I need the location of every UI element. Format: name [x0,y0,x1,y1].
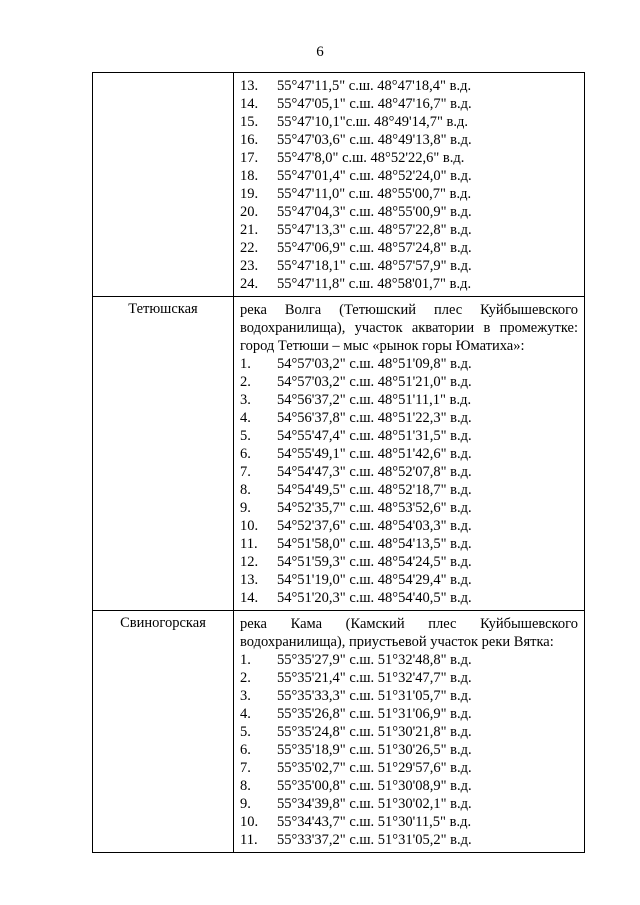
coordinate-point [240,167,578,185]
point-number: 3. [240,392,251,408]
point-number: 7. [240,464,251,480]
point-coordinates: 55°35'02,7" с.ш. 51°29'57,6" в.д. [277,760,472,776]
point-coordinates: 55°34'43,7" с.ш. 51°30'11,5" в.д. [277,814,472,830]
point-number: 6. [240,446,251,462]
point-number: 10. [240,518,259,534]
point-coordinates: 55°35'24,8" с.ш. 51°30'21,8" в.д. [277,724,472,740]
point-coordinates: 55°47'03,6" с.ш. 48°49'13,8" в.д. [277,132,472,148]
point-coordinates: 55°47'11,8" с.ш. 48°58'01,7" в.д. [277,276,472,292]
point-coordinates: 55°35'00,8" с.ш. 51°30'08,9" в.д. [277,778,472,794]
point-number: 2. [240,670,251,686]
point-coordinates: 55°35'26,8" с.ш. 51°31'06,9" в.д. [277,706,472,722]
coordinate-point [240,77,578,95]
point-coordinates: 54°52'37,6" с.ш. 48°54'03,3" в.д. [277,518,472,534]
coordinate-point [240,813,578,831]
coordinate-point [240,355,578,373]
area-name: Тетюшская [128,301,198,317]
point-coordinates: 55°47'8,0" с.ш. 48°52'22,6" в.д. [277,150,465,166]
coordinate-point [240,427,578,445]
point-coordinates: 55°47'04,3" с.ш. 48°55'00,9" в.д. [277,204,472,220]
point-number: 1. [240,356,251,372]
area-name: Свиногорская [120,615,206,631]
point-number: 17. [240,150,259,166]
description-line: город Тетюши – мыс «рынок горы Юматиха»: [240,338,525,354]
coordinate-point [240,481,578,499]
point-number: 16. [240,132,259,148]
point-coordinates: 55°33'37,2" с.ш. 51°31'05,2" в.д. [277,832,472,848]
point-coordinates: 54°57'03,2" с.ш. 48°51'21,0" в.д. [277,374,472,390]
coordinate-point [240,463,578,481]
point-number: 4. [240,410,251,426]
coordinate-point [240,705,578,723]
point-coordinates: 55°35'27,9" с.ш. 51°32'48,8" в.д. [277,652,472,668]
point-number: 13. [240,572,259,588]
coordinate-point [240,239,578,257]
point-coordinates: 55°47'11,0" с.ш. 48°55'00,7" в.д. [277,186,472,202]
area-name-cell [93,297,234,611]
description-line: водохранилища), участок акватории в промежутке: [240,320,578,336]
point-coordinates: 54°56'37,8" с.ш. 48°51'22,3" в.д. [277,410,472,426]
point-coordinates: 55°47'01,4" с.ш. 48°52'24,0" в.д. [277,168,472,184]
coordinate-point [240,257,578,275]
table-body [93,73,585,853]
coordinate-point [240,517,578,535]
point-coordinates: 55°47'05,1" с.ш. 48°47'16,7" в.д. [277,96,472,112]
point-coordinates: 55°47'06,9" с.ш. 48°57'24,8" в.д. [277,240,472,256]
point-number: 19. [240,186,259,202]
point-number: 14. [240,590,259,606]
point-number: 11. [240,536,258,552]
point-number: 8. [240,482,251,498]
point-coordinates: 54°51'20,3" с.ш. 48°54'40,5" в.д. [277,590,472,606]
coordinate-point [240,409,578,427]
coordinate-point [240,221,578,239]
point-number: 18. [240,168,259,184]
point-coordinates: 55°47'11,5" с.ш. 48°47'18,4" в.д. [277,78,472,94]
coordinate-point [240,95,578,113]
table-row [93,611,585,853]
coordinate-point [240,777,578,795]
area-description [240,615,578,651]
coordinate-point [240,687,578,705]
coordinate-point [240,651,578,669]
point-number: 13. [240,78,259,94]
point-number: 24. [240,276,259,292]
table-row [93,73,585,297]
coordinate-point [240,131,578,149]
point-coordinates: 55°35'21,4" с.ш. 51°32'47,7" в.д. [277,670,472,686]
point-coordinates: 54°54'49,5" с.ш. 48°52'18,7" в.д. [277,482,472,498]
coordinate-point [240,185,578,203]
coordinate-point [240,445,578,463]
point-number: 1. [240,652,251,668]
point-number: 15. [240,114,259,130]
point-coordinates: 54°54'47,3" с.ш. 48°52'07,8" в.д. [277,464,472,480]
page-number: 6 [316,44,324,60]
coordinate-point [240,741,578,759]
point-coordinates: 55°47'18,1" с.ш. 48°57'57,9" в.д. [277,258,472,274]
area-description-cell [234,297,585,611]
coordinate-point [240,275,578,293]
point-number: 22. [240,240,259,256]
point-coordinates: 54°55'49,1" с.ш. 48°51'42,6" в.д. [277,446,472,462]
point-number: 23. [240,258,259,274]
coordinate-point [240,831,578,849]
coordinate-point [240,723,578,741]
coordinate-point [240,391,578,409]
coordinate-point [240,589,578,607]
description-line: водохранилища), приустьевой участок реки Вятка: [240,634,554,650]
point-coordinates: 54°52'35,7" с.ш. 48°53'52,6" в.д. [277,500,472,516]
coordinate-point [240,553,578,571]
area-description [240,301,578,355]
point-coordinates: 55°47'10,1"с.ш. 48°49'14,7" в.д. [277,114,468,130]
point-number: 5. [240,428,251,444]
area-description-cell [234,73,585,297]
coordinate-point [240,759,578,777]
point-number: 2. [240,374,251,390]
point-coordinates: 55°35'33,3" с.ш. 51°31'05,7" в.д. [277,688,472,704]
area-description-cell [234,611,585,853]
point-coordinates: 54°51'58,0" с.ш. 48°54'13,5" в.д. [277,536,472,552]
point-number: 21. [240,222,259,238]
description-line: река Кама (Камский плес Куйбышевского [240,616,578,632]
point-number: 10. [240,814,259,830]
coordinate-point [240,203,578,221]
coordinate-point [240,149,578,167]
point-number: 4. [240,706,251,722]
point-number: 14. [240,96,259,112]
coordinate-point [240,113,578,131]
point-number: 8. [240,778,251,794]
point-number: 3. [240,688,251,704]
coordinate-point [240,535,578,553]
point-number: 9. [240,500,251,516]
area-name-cell [93,611,234,853]
coordinates-table [92,72,585,853]
point-coordinates: 54°57'03,2" с.ш. 48°51'09,8" в.д. [277,356,472,372]
point-number: 9. [240,796,251,812]
coordinate-point [240,373,578,391]
point-coordinates: 55°34'39,8" с.ш. 51°30'02,1" в.д. [277,796,472,812]
point-number: 7. [240,760,251,776]
coordinate-point [240,499,578,517]
point-number: 12. [240,554,259,570]
point-coordinates: 55°47'13,3" с.ш. 48°57'22,8" в.д. [277,222,472,238]
point-coordinates: 54°56'37,2" с.ш. 48°51'11,1" в.д. [277,392,472,408]
point-number: 5. [240,724,251,740]
point-coordinates: 54°55'47,4" с.ш. 48°51'31,5" в.д. [277,428,472,444]
coordinate-point [240,669,578,687]
point-number: 11. [240,832,258,848]
point-coordinates: 54°51'59,3" с.ш. 48°54'24,5" в.д. [277,554,472,570]
table-row [93,297,585,611]
point-number: 20. [240,204,259,220]
area-name-cell [93,73,234,297]
point-coordinates: 55°35'18,9" с.ш. 51°30'26,5" в.д. [277,742,472,758]
coordinate-point [240,795,578,813]
point-number: 6. [240,742,251,758]
coordinate-point [240,571,578,589]
point-coordinates: 54°51'19,0" с.ш. 48°54'29,4" в.д. [277,572,472,588]
description-line: река Волга (Тетюшский плес Куйбышевского [240,302,578,318]
